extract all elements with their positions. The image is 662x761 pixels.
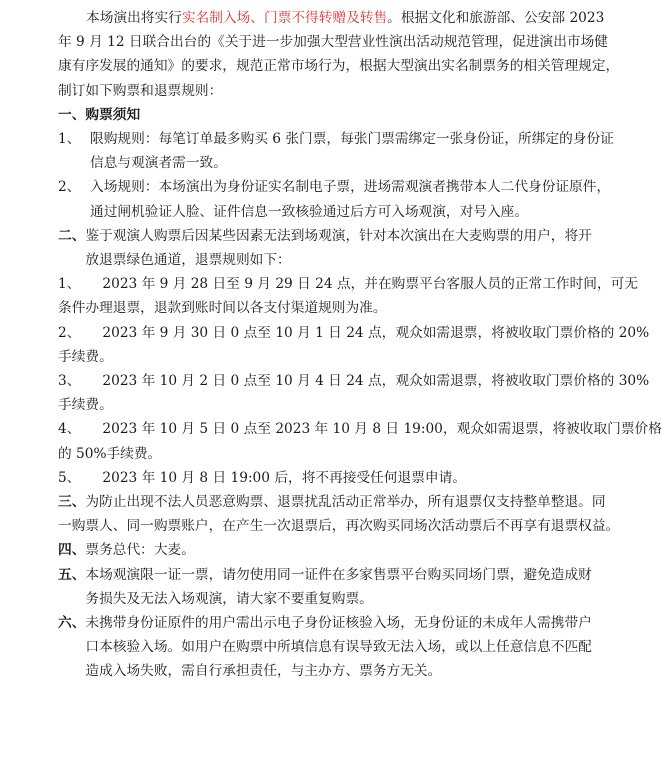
section-1-heading: 一、购票须知: [58, 106, 141, 123]
section-line: 务损失及无法入场观演，请大家不要重复购票。: [85, 590, 373, 607]
intro-text: 。根据文化和旅游部、公安部 2023: [387, 10, 605, 26]
rule-text: 2023 年 9 月 28 日至 9 月 29 日 24 点，并在购票平台客服人员的正常工作时间，可无: [102, 276, 639, 293]
refund-rule-line: [58, 466, 634, 490]
refund-rule: [58, 272, 639, 320]
rule-text: 2023 年 10 月 8 日 19:00 后，将不再接受任何退票申请。: [102, 469, 466, 486]
rule-text: 2023 年 9 月 30 日 0 点至 10 月 1 日 24 点，观众如需退票，将被收取门票价格的 20%: [102, 324, 650, 341]
item-number: 2、: [58, 324, 81, 341]
intro-line-1: [58, 6, 634, 30]
section-number: 二、: [58, 227, 86, 244]
section-number: 四、: [58, 542, 86, 559]
refund-rule: [58, 369, 650, 417]
section-number: 三、: [58, 494, 86, 511]
section-5: [58, 563, 634, 611]
purchase-rule-entry: [58, 175, 634, 223]
intro-line-3: 康有序发展的通知》的要求，规范正常市场行为，根据大型演出实名制票务的相关管理规定，: [58, 58, 620, 75]
item-number: 2、: [58, 179, 81, 196]
section-text: 为防止出现不法人员恶意购票、退票扰乱活动正常举办，所有退票仅支持整单整退。同: [85, 494, 606, 511]
intro-paragraph: [58, 6, 634, 103]
section-number: 六、: [58, 615, 86, 632]
refund-rule-line: [58, 417, 662, 441]
intro-text: 本场演出将实行: [86, 10, 182, 26]
item-line: 入场规则：本场演出为身份证实名制电子票，进场需观演者携带本人二代身份证原件，: [90, 179, 611, 196]
highlighted-rule: 实名制入场、门票不得转赠及转售: [181, 10, 388, 26]
item-line: 信息与观演者需一致。: [90, 155, 227, 172]
section-6: [58, 611, 634, 684]
item-number: 4、: [58, 421, 81, 438]
section-line: 鉴于观演人购票后因某些因素无法到场观演，针对本次演出在大麦购票的用户，将开: [85, 227, 592, 244]
section-line: 口本核验入场。如用户在购票中所填信息有误导致无法入场，或以上任意信息不匹配: [85, 639, 592, 656]
intro-line-2: 年 9 月 12 日联合出台的《关于进一步加强大型营业性演出活动规范管理，促进演出市场健: [58, 34, 608, 51]
intro-line-4: 制订如下购票和退票规则：: [58, 82, 223, 99]
item-line: 限购规则：每笔订单最多购买 6 张门票，每张门票需绑定一张身份证，所绑定的身份证: [90, 131, 614, 148]
refund-rule: [58, 466, 634, 490]
section-line: 一购票人、同一购票账户，在产生一次退票后，再次购买同场次活动票后不再享有退票权益。: [58, 518, 620, 535]
section-2: [58, 224, 634, 272]
section-line: 放退票绿色通道，退票规则如下：: [85, 252, 291, 269]
section-text: 票务总代：大麦。: [85, 542, 195, 559]
refund-rule-line: 手续费。: [58, 397, 113, 414]
item-number: 1、: [58, 276, 81, 293]
refund-rule-line: 手续费。: [58, 348, 113, 365]
refund-rule-line: [58, 369, 650, 393]
section-line: 造成入场失败，需自行承担责任，与主办方、票务方无关。: [85, 663, 442, 680]
rule-text: 2023 年 10 月 5 日 0 点至 2023 年 10 月 8 日 19:00，观众如需退票，将被收取门票价格: [102, 421, 662, 438]
section-number: 五、: [58, 566, 86, 583]
item-number: 1、: [58, 131, 81, 148]
section-line: 本场观演限一证一票，请勿使用同一证件在多家售票平台购买同场门票，避免造成财: [85, 566, 592, 583]
section-3: [58, 490, 634, 538]
item-line: 通过闸机验证人脸、证件信息一致核验通过后方可入场观演，对号入座。: [90, 203, 529, 220]
refund-rule-line: [58, 272, 639, 296]
section-line: 未携带身份证原件的用户需出示电子身份证核验入场，无身份证的未成年人需携带户: [85, 615, 592, 632]
section-4: [58, 538, 634, 562]
refund-rule: [58, 321, 650, 369]
refund-rules-list: [58, 272, 662, 490]
purchase-rule-limit: [58, 127, 634, 175]
item-number: 5、: [58, 469, 81, 486]
refund-rule: [58, 417, 662, 465]
rule-text: 2023 年 10 月 2 日 0 点至 10 月 4 日 24 点，观众如需退票，将被收取门票价格的 30%: [102, 373, 650, 390]
refund-rule-line: 条件办理退票，退款到账时间以各支付渠道规则为准。: [58, 300, 387, 317]
refund-rule-line: 的 50%手续费。: [58, 445, 162, 462]
item-number: 3、: [58, 373, 81, 390]
section-line: [58, 490, 634, 514]
refund-rule-line: [58, 321, 650, 345]
